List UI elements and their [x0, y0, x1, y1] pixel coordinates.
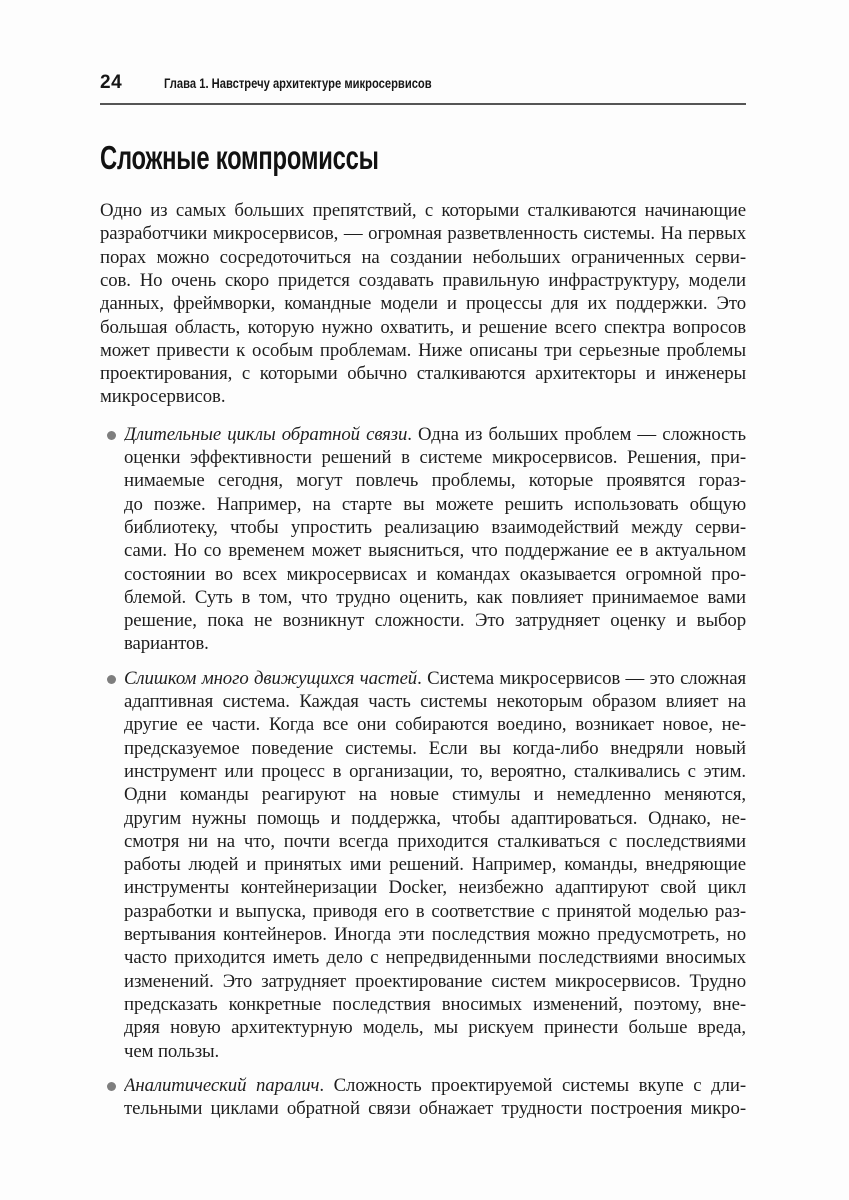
book-page [100, 0, 746, 1120]
intro-paragraph [100, 199, 746, 409]
text-line: Одни команды реагируют на новые стимулы и немедленно меняются, [124, 784, 746, 806]
text-line [124, 667, 746, 690]
chapter-title: Глава 1. Навстречу архитектуре микросервисов [164, 75, 432, 91]
text-line: чем пользы. [124, 1040, 220, 1062]
bullet-icon [107, 675, 116, 684]
bullet-icon [107, 431, 116, 440]
text-line: оценки эффективности решений в системе микросервисов. Решения, при- [124, 447, 746, 469]
list-item [100, 667, 746, 1063]
text-line: вертывания контейнеров. Иногда эти последствия можно предусмотреть, но [124, 924, 746, 946]
text-line: тельными циклами обратной связи обнажает трудности построения микро- [124, 1098, 746, 1120]
text-line: часто приходится иметь дело с непредвиденными последствиями вносимых [124, 947, 746, 969]
bullet-lead-italic: Аналитический паралич [124, 1074, 320, 1096]
text-line: работы людей и принятых ими решений. Например, команды, внедряющие [124, 854, 746, 876]
bullet-list [100, 423, 746, 1121]
text-line: сами. Но со временем может выясниться, что поддержание ее в актуальном [124, 540, 746, 562]
text-line: порах можно сосредоточиться на создании небольших ограниченных серви- [100, 246, 746, 268]
list-item [100, 423, 746, 656]
text-line [124, 423, 746, 446]
bullet-lead-rest: . Система микросервисов — это сложная [417, 667, 746, 689]
list-item [100, 1074, 746, 1121]
text-line [124, 1074, 746, 1097]
text-line: большая область, которую нужно охватить, и решение всего спектра вопросов [100, 316, 746, 338]
text-line: предсказать конкретные последствия вносимых изменений, поэтому, вне- [124, 993, 746, 1015]
text-line: нимаемые сегодня, могут повлечь проблемы, которые проявятся гораз- [124, 470, 746, 492]
header-rule [100, 103, 746, 105]
bullet-text [124, 667, 746, 1063]
text-line: блемой. Суть в том, что трудно оценить, как повлияет принимаемое вами [124, 586, 746, 608]
text-line: дряя новую архитектурную модель, мы рискуем принести больше вреда, [124, 1017, 746, 1039]
text-line: данных, фреймворки, командные модели и процессы для их поддержки. Это [100, 293, 746, 315]
text-line: другим нужны помощь и поддержка, чтобы адаптироваться. Однако, не- [124, 807, 746, 829]
bullet-lead-italic: Слишком много движущихся частей [124, 667, 418, 689]
text-line: состоянии во всех микросервисах и командах оказывается огромной про- [124, 563, 746, 585]
text-line: другие ее части. Когда все они собираются воедино, возникает новое, не- [124, 714, 746, 736]
text-line: может привести к особым проблемам. Ниже описаны три серьезные проблемы [100, 339, 746, 361]
text-line: предсказуемое поведение системы. Если вы когда-либо внедряли новый [124, 737, 746, 759]
bullet-text [124, 1074, 746, 1121]
text-line: инструменты контейнеризации Docker, неизбежно адаптируют свой цикл [124, 877, 746, 899]
text-line: решение, пока не возникнут сложности. Это затрудняет оценку и выбор [124, 610, 746, 632]
section-title: Сложные компромиссы [100, 139, 379, 176]
text-line: до позже. Например, на старте вы можете решить использовать общую [124, 493, 746, 515]
text-line: изменений. Это затрудняет проектирование систем микросервисов. Трудно [124, 970, 746, 992]
text-line: разработки и выпуска, приводя его в соответствие с принятой моделью раз- [124, 900, 746, 922]
text-line: сов. Но очень скоро придется создавать правильную инфраструктуру, модели [100, 270, 746, 291]
bullet-text [124, 423, 746, 656]
bullet-lead-italic: Длительные циклы обратной связи [124, 423, 408, 445]
bullet-icon [107, 1082, 116, 1091]
bullet-lead-rest: . Одна из больших проблем — сложность [407, 423, 746, 445]
running-header [100, 0, 746, 94]
text-line: вариантов. [124, 633, 209, 655]
bullet-lead-rest: . Сложность проектируемой системы вкупе с дли- [319, 1074, 746, 1096]
text-line: разработчики микросервисов, — огромная разветвленность системы. На первых [100, 223, 746, 245]
text-line: проектирования, с которыми обычно сталкиваются архитекторы и инженеры [100, 363, 746, 385]
text-line: адаптивная система. Каждая часть системы некоторым образом влияет на [124, 691, 746, 713]
text-line: Одно из самых больших препятствий, с которыми сталкиваются начинающие [100, 200, 746, 222]
text-line: микросервисов. [100, 386, 226, 408]
text-line: библиотеку, чтобы упростить реализацию взаимодействий между серви- [124, 516, 746, 538]
page-number: 24 [100, 72, 123, 93]
text-line: инструмент или процесс в организации, то, вероятно, сталкивались с этим. [124, 760, 746, 782]
text-line: смотря ни на что, почти всегда приходится сталкиваться с последствиями [124, 830, 746, 852]
